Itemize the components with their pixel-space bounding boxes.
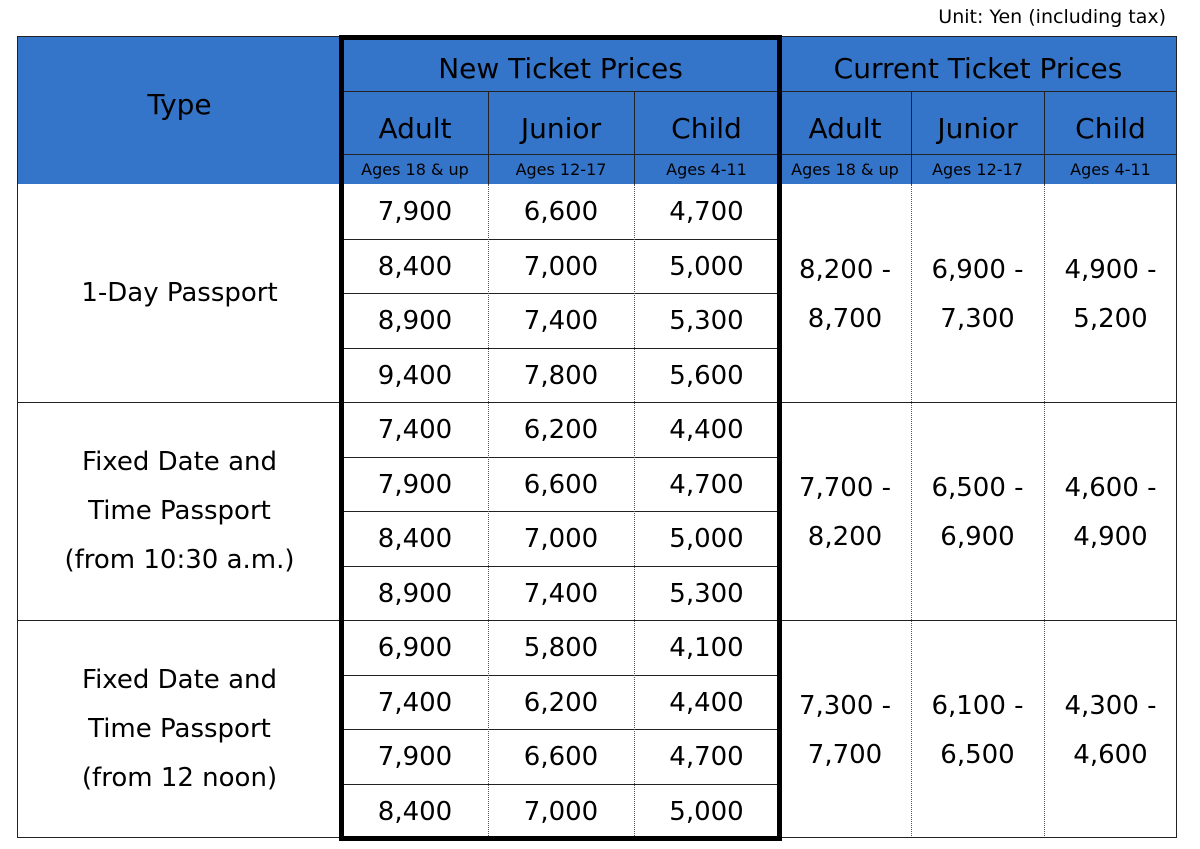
new-price-cell: 7,900 (377, 197, 453, 228)
new-price-cell: 4,100 (669, 633, 744, 664)
new-price-cell: 8,400 (377, 796, 453, 827)
new-price-cell: 7,900 (377, 742, 453, 773)
price-range-part: 4,600 (1073, 740, 1148, 770)
new-price-cell: 5,000 (669, 524, 744, 555)
new-price-cell: 4,700 (669, 197, 744, 228)
new-price-cell: 6,600 (523, 742, 599, 773)
type-line: Fixed Date and (82, 664, 277, 695)
price-range-part: 7,300 - (798, 691, 892, 721)
price-range-part: 6,900 (940, 522, 1015, 552)
current-prices-header: Current Ticket Prices (833, 52, 1123, 85)
price-range-part: 7,700 - (798, 473, 892, 503)
new-price-cell: 7,400 (523, 578, 599, 609)
new-col-header-adult: Adult (378, 112, 452, 145)
current-col-header-child: Child (1075, 112, 1146, 145)
price-range-part: 7,700 (807, 740, 883, 770)
new-price-cell: 5,000 (669, 251, 744, 282)
new-price-cell: 5,300 (669, 578, 744, 609)
new-price-cell: 7,400 (377, 687, 453, 718)
price-range-part: 6,500 - (931, 473, 1024, 503)
price-range-part: 6,100 - (931, 691, 1024, 721)
price-range-part: 6,900 - (931, 255, 1024, 285)
new-price-cell: 4,400 (669, 687, 744, 718)
type-line: (from 12 noon) (81, 762, 278, 793)
price-range-part: 4,300 - (1064, 691, 1157, 721)
type-line: 1-Day Passport (81, 277, 278, 308)
current-age-label-junior: Ages 12-17 (932, 159, 1023, 179)
new-price-cell: 7,900 (377, 469, 453, 500)
new-prices-header: New Ticket Prices (438, 52, 683, 85)
type-line: Time Passport (88, 495, 271, 526)
new-col-header-child: Child (671, 112, 742, 145)
new-price-cell: 5,300 (669, 306, 744, 337)
price-range-part: 4,900 - (1064, 255, 1157, 285)
new-price-cell: 8,400 (377, 524, 453, 555)
current-age-label-child: Ages 4-11 (1070, 159, 1151, 179)
new-price-cell: 5,000 (669, 796, 744, 827)
new-price-cell: 8,900 (377, 306, 453, 337)
ticket-price-table (17, 36, 1177, 838)
new-price-cell: 6,600 (523, 197, 599, 228)
type-line: (from 10:30 a.m.) (64, 544, 295, 575)
current-age-label-adult: Ages 18 & up (791, 159, 899, 179)
new-price-cell: 7,800 (523, 360, 599, 391)
price-range-part: 4,900 (1073, 522, 1148, 552)
new-price-cell: 7,400 (523, 306, 599, 337)
price-range-part: 7,300 (940, 304, 1015, 334)
new-price-cell: 6,900 (377, 633, 453, 664)
new-price-cell: 6,200 (523, 687, 599, 718)
new-age-label-adult: Ages 18 & up (361, 159, 469, 179)
price-range-part: 8,700 (807, 304, 883, 334)
type-line: Fixed Date and (82, 446, 277, 477)
new-price-cell: 6,600 (523, 469, 599, 500)
new-price-cell: 9,400 (377, 360, 453, 391)
price-range-part: 8,200 (807, 522, 883, 552)
new-price-cell: 8,400 (377, 251, 453, 282)
new-price-cell: 7,000 (523, 524, 599, 555)
price-range-part: 4,600 - (1064, 473, 1157, 503)
new-price-cell: 8,900 (377, 578, 453, 609)
current-col-header-junior: Junior (937, 112, 1018, 145)
unit-note: Unit: Yen (including tax) (938, 6, 1166, 28)
price-range-part: 6,500 (940, 740, 1015, 770)
price-range-part: 5,200 (1073, 304, 1148, 334)
new-price-cell: 5,800 (523, 633, 599, 664)
new-price-cell: 4,400 (669, 415, 744, 446)
new-price-cell: 5,600 (669, 360, 744, 391)
new-price-cell: 4,700 (669, 742, 744, 773)
new-col-header-junior: Junior (520, 112, 602, 145)
new-price-cell: 7,000 (523, 251, 599, 282)
price-range-part: 8,200 - (798, 255, 892, 285)
new-age-label-child: Ages 4-11 (666, 159, 747, 179)
type-line: Time Passport (88, 713, 271, 744)
new-price-cell: 7,000 (523, 796, 599, 827)
current-col-header-adult: Adult (808, 112, 882, 145)
new-price-cell: 4,700 (669, 469, 744, 500)
new-prices-highlight-box (339, 35, 782, 841)
new-age-label-junior: Ages 12-17 (515, 159, 607, 179)
type-header: Type (147, 87, 212, 121)
new-price-cell: 7,400 (377, 415, 453, 446)
new-price-cell: 6,200 (523, 415, 599, 446)
